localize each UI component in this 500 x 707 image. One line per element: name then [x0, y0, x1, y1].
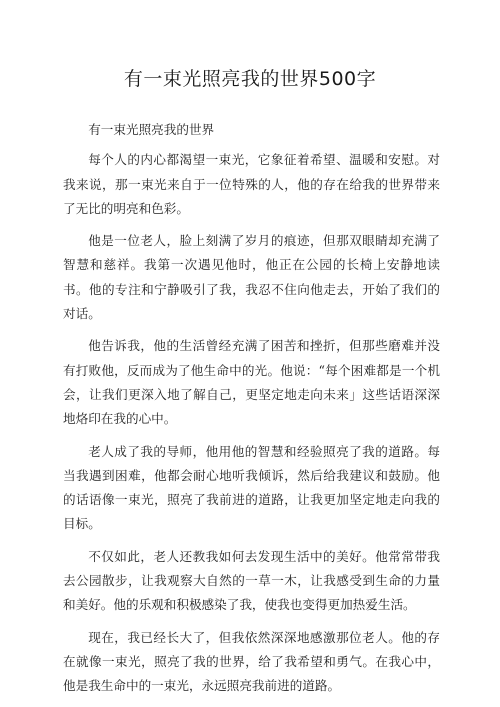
- article-subtitle: 有一束光照亮我的世界: [88, 122, 215, 137]
- paragraph: 他告诉我，他的生活曾经充满了困苦和挫折，但那些磨难并没有打败他，反而成为了他生命中的光。他说：“每个困难都是一个机会，让我们更深入地了解自己，更坚定地走向未来」这些话语深深地烙印在我的心中。: [63, 338, 440, 427]
- paragraph: 现在，我已经长大了，但我依然深深地感激那位老人。他的存在就像一束光，照亮了我的世界，给了我希望和勇气。在我心中，他是我生命中的一束光，永远照亮我前进的道路。: [63, 629, 440, 694]
- page-title: 有一束光照亮我的世界500字: [123, 68, 377, 90]
- paragraph: 不仅如此，老人还教我如何去发现生活中的美好。他常常带我去公园散步，让我观察大自然的一草一木，让我感受到生命的力量和美好。他的乐观和积极感染了我，使我也变得更加热爱生活。: [63, 548, 440, 613]
- article-body: [63, 118, 440, 707]
- paragraph: 每个人的内心都渴望一束光，它象征着希望、温暖和安慰。对我来说，那一束光来自于一位特殊的人，他的存在给我的世界带来了无比的明亮和色彩。: [63, 152, 440, 216]
- paragraph: 他是一位老人，脸上刻满了岁月的痕迹，但那双眼睛却充满了智慧和慈祥。我第一次遇见他时，他正在公园的长椅上安静地读书。他的专注和宁静吸引了我，我忍不住向他走去，开始了我们的对话。: [63, 233, 440, 322]
- paragraph: 老人成了我的导师，他用他的智慧和经验照亮了我的道路。每当我遇到困难，他都会耐心地听我倾诉，然后给我建议和鼓励。他的话语像一束光，照亮了我前进的道路，让我更加坚定地走向我的目标。: [63, 443, 440, 532]
